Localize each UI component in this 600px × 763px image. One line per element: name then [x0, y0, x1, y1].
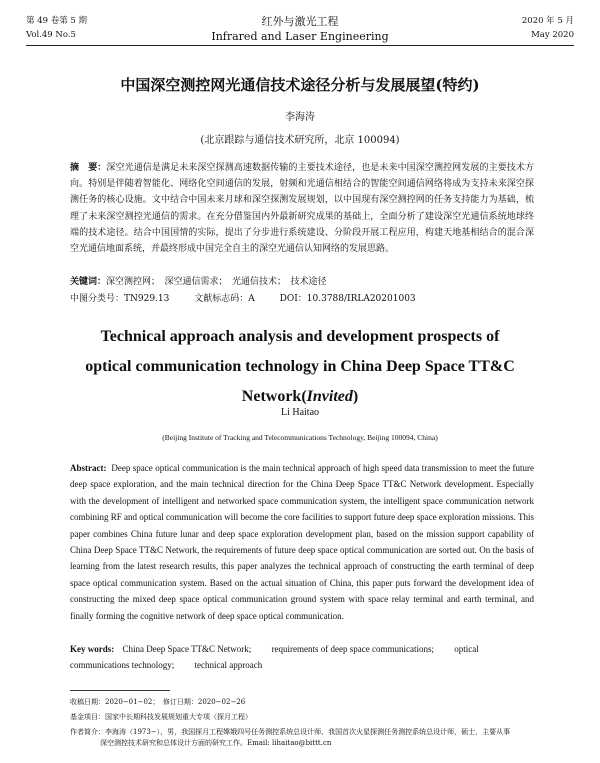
doc-code: 文献标志码：A [194, 294, 255, 304]
keyword-en-item: technical approach [194, 660, 263, 670]
header-rule [26, 45, 574, 46]
keywords-cn [70, 274, 534, 287]
footnote-bio-line1: 作者简介：李海涛（1973−），男，我国探月工程嫦娥四号任务测控系统总设计师、我国首次火星探测任务测控系统总设计师，硕士，主要从事 [70, 728, 511, 736]
classification-cn [70, 291, 534, 304]
abstract-en-label: Abstract: [70, 463, 107, 473]
affiliation-cn: (北京跟踪与通信技术研究所，北京 100094) [200, 135, 400, 146]
affiliation-en: (Beijing Institute of Tracking and Telecommunications Technology, Beijing 100094, China) [162, 433, 438, 442]
journal-en: Infrared and Laser Engineering [211, 30, 389, 43]
title-en [80, 322, 520, 412]
footnote-received: 收稿日期：2020−01−02； 修订日期：2020−02−26 [70, 698, 246, 706]
footnote-fund: 基金项目：国家中长期科技发展规划重大专项（探月工程） [70, 713, 252, 721]
journal-cn: 红外与激光工程 [261, 15, 339, 28]
keyword-en-item: requirements of deep space communications; [271, 644, 435, 654]
clc-number: 中图分类号：TN929.13 [70, 294, 170, 304]
issue-date [522, 14, 574, 42]
footnote-bio [70, 727, 550, 749]
keywords-en [70, 641, 534, 673]
abstract-cn-label: 摘 要： [70, 163, 107, 173]
keyword-en-item: China Deep Space TT&C Network; [122, 644, 252, 654]
author-en: Li Haitao [280, 407, 320, 418]
abstract-en [70, 460, 534, 624]
abstract-cn-text: 深空光通信是满足未来深空探测高速数据传输的主要技术途径，也是未来中国深空测控网发展的主要技术方向。特别是伴随着智能化、网络化空间通信的发展，射频和光通信相结合的智能空间通信网络将成为支持未来深空探测任务的核心设施。文中结合中国未来月球和深空探测发展规划，以中国现有深空测控网的任务支持能力为基础，梳理了未来深空测控光通信的需求。在充分借鉴国内外最新研究成果的基础上，全面分析了建设深空光通信系统地球终端的技术途径。结合中国国情的实际，提出了分步进行系统建设、分阶段开展工程应用，构建天地基相结合的混合深空光通信地面系统，并最终形成中国完全自主的深空光通信认知网络的发展思路。 [70, 163, 534, 255]
author-cn: 李海涛 [285, 112, 315, 123]
title-en-invited: Invited [306, 388, 353, 405]
title-en-main: Technical approach analysis and development prospects of optical communication technology in China Deep Space TT&C Network( [85, 328, 515, 405]
volume-cn: 第 49 卷第 5 期 [26, 16, 88, 26]
title-cn: 中国深空测控网光通信技术途径分析与发展展望(特约) [120, 76, 480, 94]
keyword-en-item: optical communications technology; [70, 644, 479, 670]
abstract-cn [70, 160, 534, 257]
running-header [26, 14, 574, 48]
volume-en: Vol.49 No.5 [26, 30, 76, 40]
footnote-bio-line2: 深空测控技术研究和总体设计方面的研究工作。Email: lihaitao@bittt.cn [100, 739, 332, 747]
date-cn: 2020 年 5 月 [521, 16, 574, 26]
doi: DOI：10.3788/IRLA20201003 [279, 294, 416, 304]
footnote-rule [70, 690, 170, 691]
keywords-cn-text: 深空测控网； 深空通信需求； 光通信技术； 技术途径 [106, 277, 327, 287]
keywords-en-label: Key words: [70, 644, 115, 654]
journal-name [26, 14, 574, 44]
keywords-cn-label: 关键词： [70, 277, 107, 287]
abstract-en-text: Deep space optical communication is the main technical approach of high speed data transmission to meet the future deep space exploration, and the main technical direction for the China Deep Space TT&C Network development. Especially with the development of intelligent and networked space communication system, the intelligent space communication network combining RF and optical communication will become the core facilities to support future deep space exploration missions. This paper combines China future lunar and deep space exploration development plan, based on the mission support capability of China Deep Space TT&C Network, the requirements of future deep space optical communication are sorted out. On the basis of learning from the latest research results, this paper analyzes the technical approach of constructing the earth terminal of deep space optical communication system. Based on the actual situation of China, this paper puts forward the development idea of constructing the mixed deep space optical communication ground system with space relay terminal and earth terminal, and finally forming the cognitive network of deep space optical communication. [70, 463, 534, 621]
title-en-close: ) [352, 388, 359, 405]
date-en: May 2020 [531, 30, 574, 40]
